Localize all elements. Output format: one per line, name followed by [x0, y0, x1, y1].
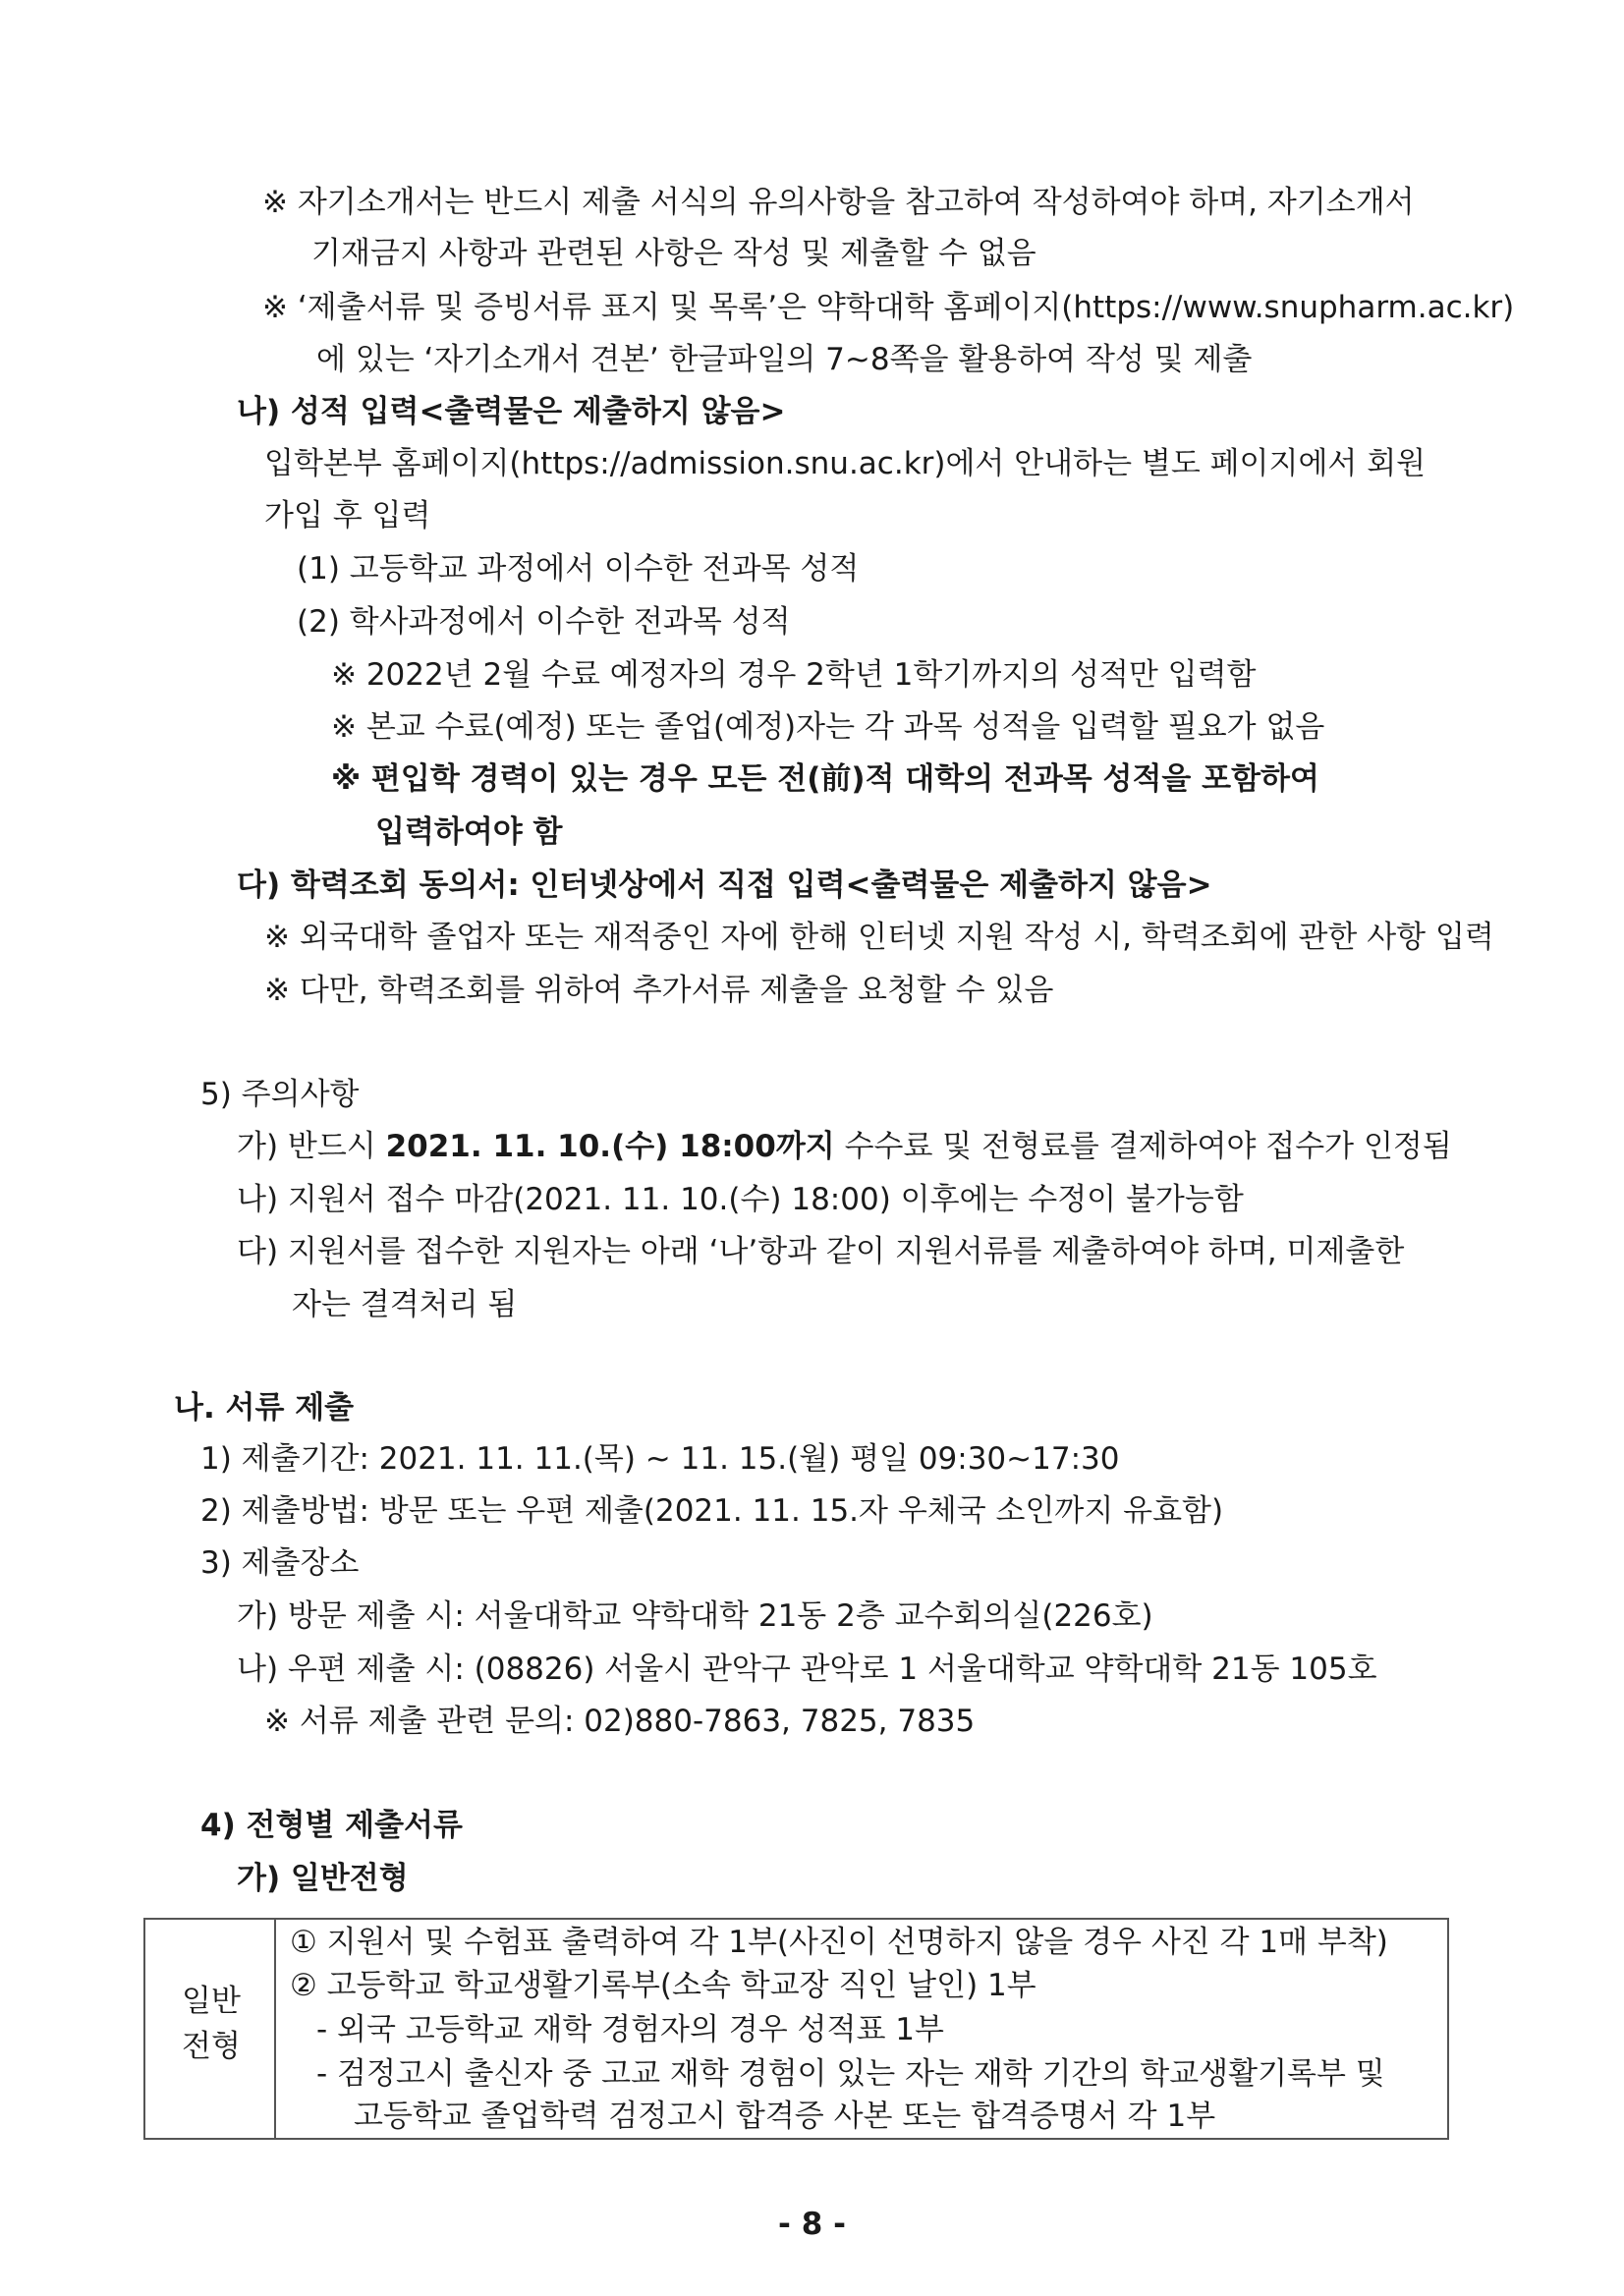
records-note-additional: ※ 다만, 학력조회를 위하여 추가서류 제출을 요청할 수 있음	[264, 973, 1054, 1008]
note-self-intro-line1: ※ 자기소개서는 반드시 제출 서식의 유의사항을 참고하여 작성하여야 하며, 자기소개서	[262, 185, 1415, 220]
caution-item-payment: 가) 반드시 2021. 11. 10.(수) 18:00까지 수수료 및 전형료를 결제하여야 접수가 인정됨	[237, 1129, 1452, 1164]
submission-place-heading: 3) 제출장소	[200, 1545, 360, 1581]
records-heading: 다) 학력조회 동의서: 인터넷상에서 직접 입력<출력물은 제출하지 않음>	[237, 868, 1212, 903]
caution-item-submission-line2: 자는 결격처리 됨	[292, 1287, 518, 1322]
caution-item-deadline: 나) 지원서 접수 마감(2021. 11. 10.(수) 18:00) 이후에는 수정이 불가능함	[237, 1182, 1244, 1217]
grades-note-transfer-line1: ※ 편입학 경력이 있는 경우 모든 전(前)적 대학의 전과목 성적을 포함하여	[331, 761, 1319, 797]
grades-note-transfer-line2: 입력하여야 함	[375, 814, 563, 850]
documents-table	[143, 1918, 1449, 2140]
payment-deadline: 2021. 11. 10.(수) 18:00까지	[385, 1129, 835, 1164]
note-cover-list-line2: 에 있는 ‘자기소개서 견본’ 한글파일의 7~8쪽을 활용하여 작성 및 제출	[316, 342, 1253, 377]
table-row-ged-line2: 고등학교 졸업학력 검정고시 합격증 사본 또는 합격증명서 각 1부	[354, 2099, 1216, 2134]
table-label-line1: 일반	[182, 1984, 241, 2019]
grades-body-line1: 입학본부 홈페이지(https://admission.snu.ac.kr)에서 안내하는 별도 페이지에서 회원	[264, 446, 1427, 481]
table-row-application: ① 지원서 및 수험표 출력하여 각 1부(사진이 선명하지 않을 경우 사진 각 1매 부착)	[290, 1925, 1388, 1960]
grades-note-completion: ※ 2022년 2월 수료 예정자의 경우 2학년 1학기까지의 성적만 입력함	[331, 657, 1257, 693]
grades-note-snu-graduates: ※ 본교 수료(예정) 또는 졸업(예정)자는 각 과목 성적을 입력할 필요가 없음	[331, 709, 1325, 745]
table-row-school-record: ② 고등학교 학교생활기록부(소속 학교장 직인 날인) 1부	[290, 1968, 1036, 2003]
cautions-heading: 5) 주의사항	[200, 1077, 360, 1112]
submission-place-mail: 나) 우편 제출 시: (08826) 서울시 관악구 관악로 1 서울대학교 약학대학 21동 105호	[237, 1652, 1377, 1687]
table-row-foreign-school: - 외국 고등학교 재학 경험자의 경우 성적표 1부	[316, 2012, 944, 2047]
documents-heading: 4) 전형별 제출서류	[200, 1808, 463, 1843]
records-note-foreign: ※ 외국대학 졸업자 또는 재적중인 자에 한해 인터넷 지원 작성 시, 학력조회에 관한 사항 입력	[264, 920, 1494, 955]
table-row-ged-line1: - 검정고시 출신자 중 고교 재학 경험이 있는 자는 재학 기간의 학교생활기록부 및	[316, 2056, 1385, 2092]
submission-period: 1) 제출기간: 2021. 11. 11.(목) ~ 11. 15.(월) 평일 09:30~17:30	[200, 1441, 1120, 1477]
grades-heading: 나) 성적 입력<출력물은 제출하지 않음>	[237, 394, 786, 429]
documents-subheading: 가) 일반전형	[237, 1861, 409, 1896]
note-self-intro-line2: 기재금지 사항과 관련된 사항은 작성 및 제출할 수 없음	[311, 236, 1036, 271]
submission-place-visit: 가) 방문 제출 시: 서울대학교 약학대학 21동 2층 교수회의실(226호)	[237, 1598, 1153, 1634]
page-number: - 8 -	[778, 2207, 846, 2242]
submission-method: 2) 제출방법: 방문 또는 우편 제출(2021. 11. 15.자 우체국 소인까지 유효함)	[200, 1493, 1224, 1529]
grades-item-bachelor: (2) 학사과정에서 이수한 전과목 성적	[297, 604, 791, 640]
submission-contact: ※ 서류 제출 관련 문의: 02)880-7863, 7825, 7835	[264, 1704, 976, 1739]
grades-item-highschool: (1) 고등학교 과정에서 이수한 전과목 성적	[297, 551, 860, 587]
table-column-divider	[274, 1920, 276, 2138]
caution-item-submission-line1: 다) 지원서를 접수한 지원자는 아래 ‘나’항과 같이 지원서류를 제출하여야 하며, 미제출한	[237, 1234, 1405, 1269]
table-label-line2: 전형	[182, 2029, 241, 2064]
submission-heading: 나. 서류 제출	[174, 1390, 355, 1426]
note-cover-list-line1: ※ ‘제출서류 및 증빙서류 표지 및 목록’은 약학대학 홈페이지(https://www.snupharm.ac.kr)	[262, 290, 1515, 325]
grades-body-line2: 가입 후 입력	[264, 498, 431, 533]
